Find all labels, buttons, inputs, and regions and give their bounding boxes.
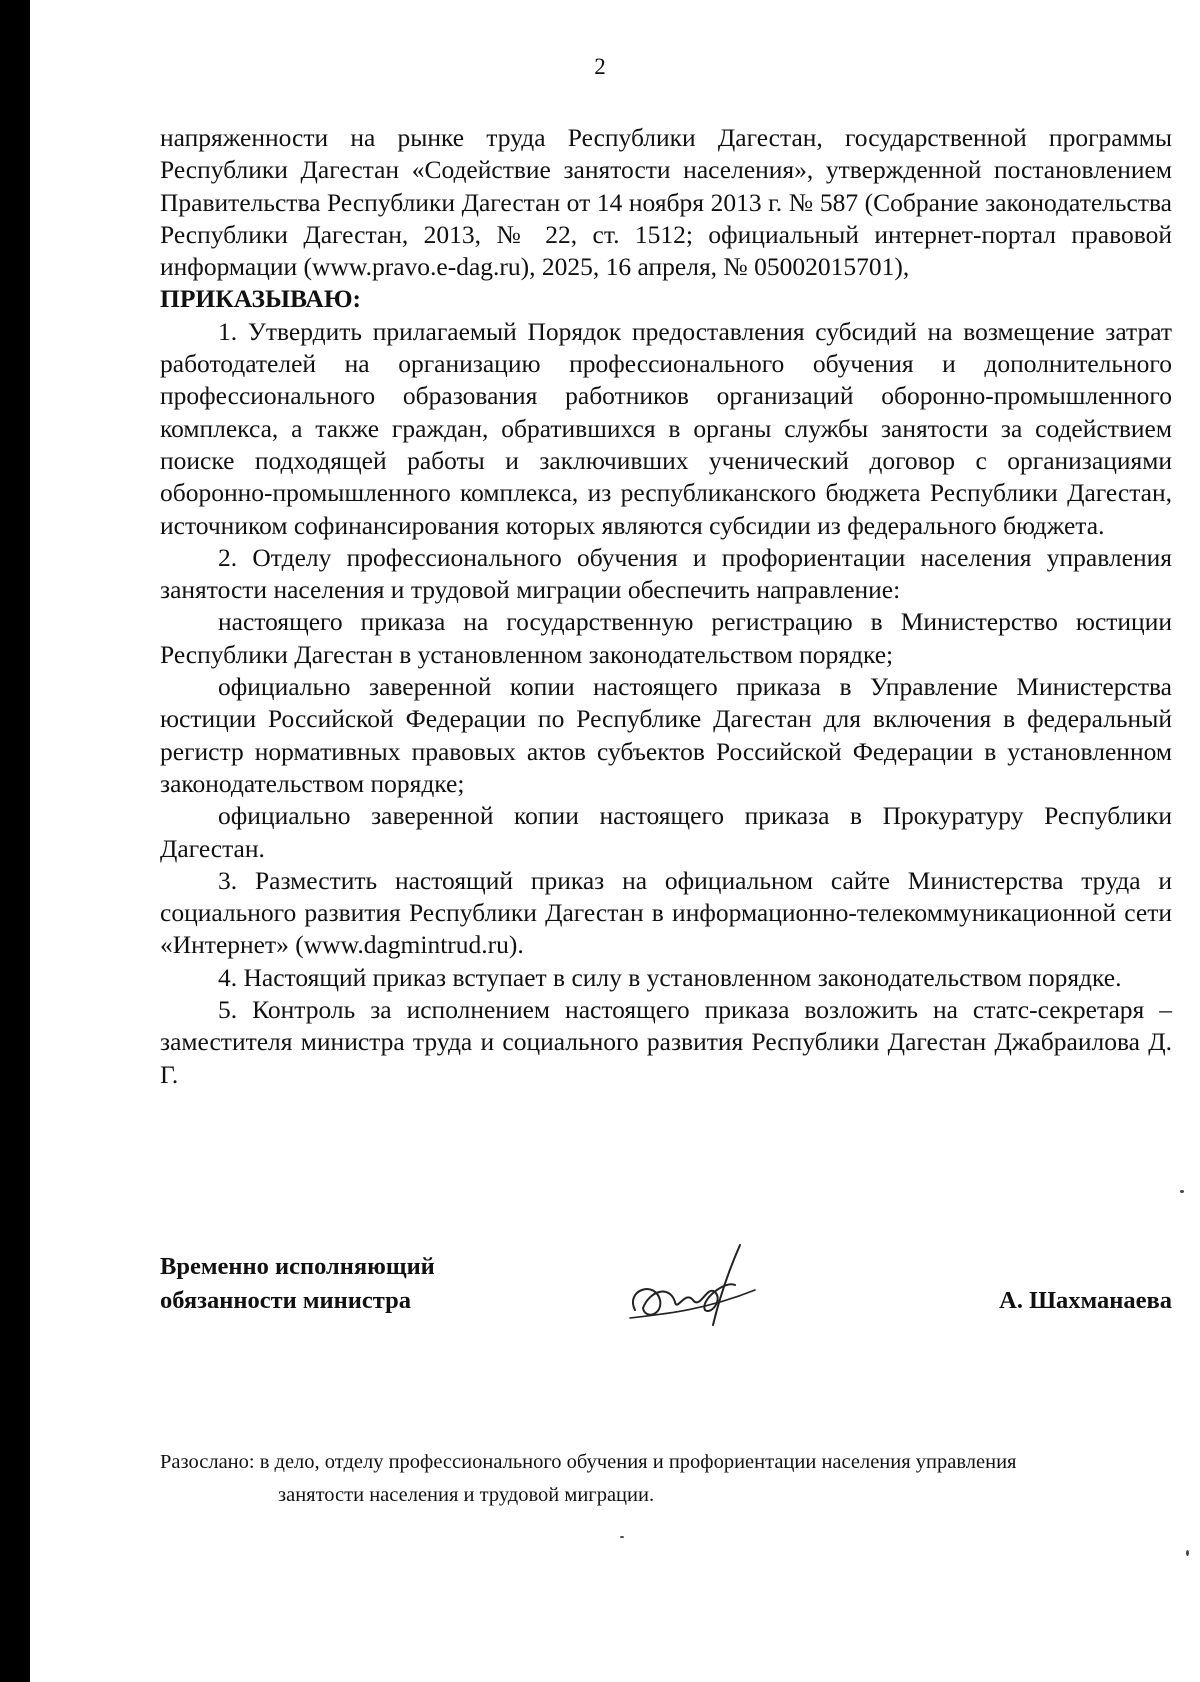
signature-block <box>160 1250 1172 1330</box>
distribution-line-2: занятости населения и трудовой миграции. <box>278 1484 655 1506</box>
distribution-list <box>160 1446 1175 1512</box>
order-item-5: 5. Контроль за исполнением настоящего приказа возложить на статс-секретаря – заместителя министра труда и социального развития Республики Дагестан Джабраилова Д. Г. <box>160 995 1172 1089</box>
distribution-line-1: Разослано: в дело, отделу профессионального обучения и профориентации населения управления <box>160 1451 1017 1473</box>
document-body <box>160 122 1172 1091</box>
order-item-2-subitem-3: официально заверенной копии настоящего приказа в Прокуратуру Республики Дагестан. <box>160 801 1172 863</box>
scan-speck <box>1180 1190 1184 1193</box>
preamble-paragraph: напряженности на рынке труда Республики Дагестан, государственной программы Республики Дагестан «Содействие занятости населения», утвержденной постановлением Правительства Республики Дагестан от 14 ноября 2013 г. № 587 (Собрание законодательства Республики Дагестан, 2013, № 22, ст. 1512; официальный интернет-портал правовой информации (www.pravo.e-dag.ru), 2025, 16 апреля, № 05002015701), <box>160 123 1172 282</box>
scan-edge <box>0 0 30 1682</box>
scan-speck <box>1186 1550 1189 1556</box>
scan-speck <box>620 1536 624 1538</box>
signatory-title-line-2: обязанности министра <box>160 1287 411 1314</box>
page-number: 2 <box>594 54 606 79</box>
order-item-2-subitem-2: официально заверенной копии настоящего приказа в Управление Министерства юстиции Российской Федерации по Республике Дагестан для включения в федеральный регистр нормативных правовых актов субъектов Российской Федерации в установленном законодательством порядке; <box>160 672 1172 798</box>
order-item-2-subitem-1: настоящего приказа на государственную регистрацию в Министерство юстиции Республики Дагестан в установленном законодательством порядке; <box>160 607 1172 669</box>
order-item-1: 1. Утвердить прилагаемый Порядок предоставления субсидий на возмещение затрат работодателей на организацию профессионального обучения и дополнительного профессионального образования работников организаций оборонно-промышленного комплекса, а также граждан, обратившихся в органы службы занятости за содействием поиске подходящей работы и заключивших ученический договор с организациями оборонно-промышленного комплекса, из республиканского бюджета Республики Дагестан, источником софинансирования которых являются субсидии из федерального бюджета. <box>160 316 1172 540</box>
signatory-title <box>160 1250 435 1318</box>
signatory-title-line-1: Временно исполняющий <box>160 1253 435 1280</box>
signatory-name: А. Шахманаева <box>999 1287 1172 1314</box>
order-heading: ПРИКАЗЫВАЮ: <box>160 284 362 314</box>
order-item-4: 4. Настоящий приказ вступает в силу в установленном законодательством порядке. <box>218 962 1122 992</box>
handwritten-signature <box>615 1230 765 1340</box>
order-item-3: 3. Разместить настоящий приказ на официальном сайте Министерства труда и социального развития Республики Дагестан в информационно-телекоммуникационной сети «Интернет» (www.dagmintrud.ru). <box>160 865 1172 960</box>
order-item-2: 2. Отделу профессионального обучения и профориентации населения управления занятости населения и трудовой миграции обеспечить направление: <box>160 542 1172 605</box>
